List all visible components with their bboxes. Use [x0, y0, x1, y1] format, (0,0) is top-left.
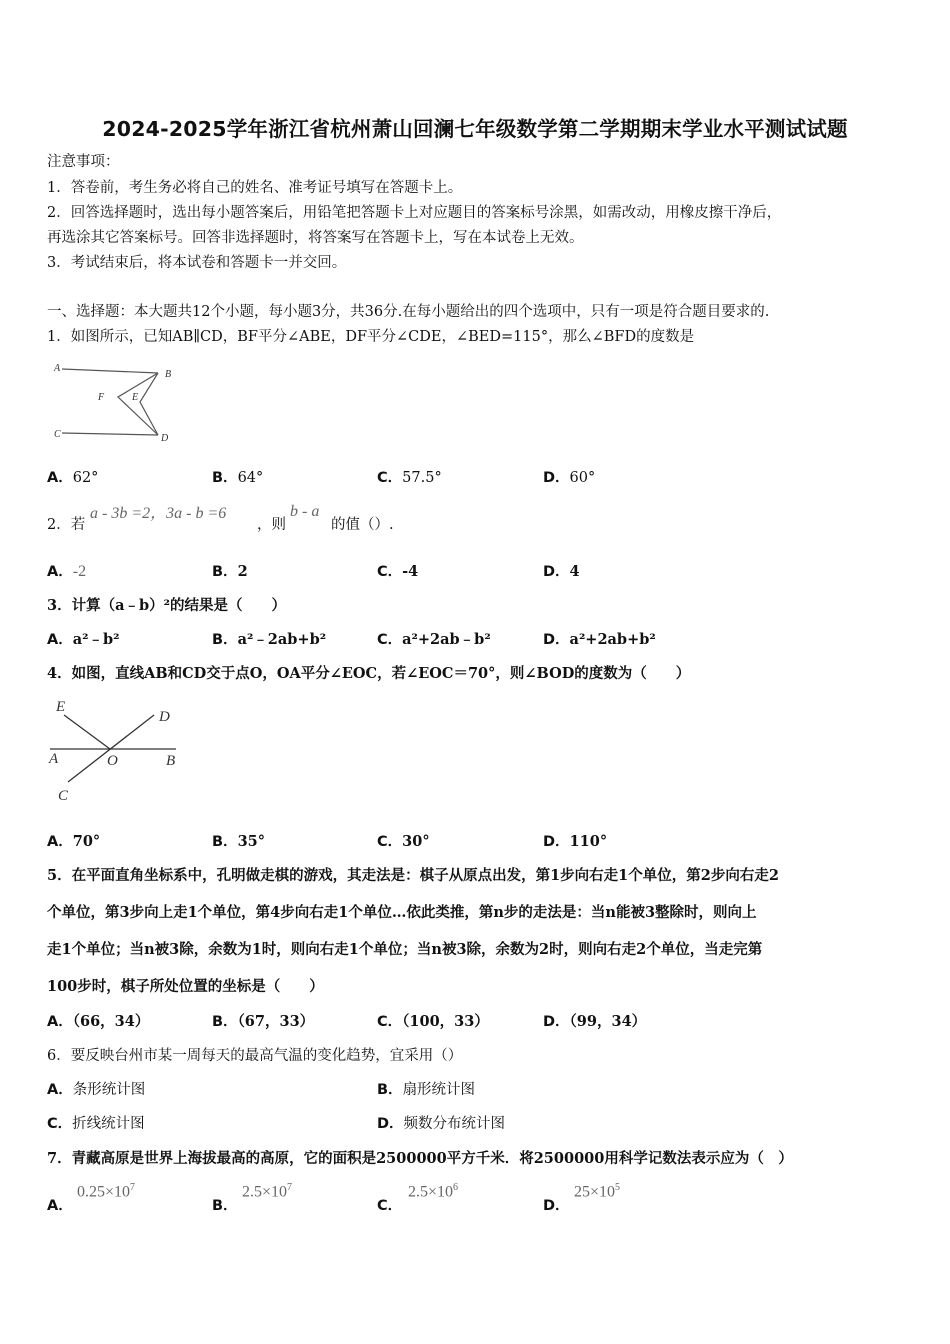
q6-option-d[interactable]: D．频数分布统计图 — [377, 1116, 506, 1132]
fig4-label-o: O — [107, 753, 118, 769]
question-7-text: 7．青藏高原是世界上海拔最高的高原，它的面积是2500000平方千米．将2500000用科学记数法表示应为（ ） — [47, 1150, 793, 1167]
q7-option-c-label[interactable]: C． — [377, 1198, 403, 1214]
q3-option-b[interactable]: B．a²﹣2ab+b² — [212, 631, 327, 648]
notice-heading: 注意事项： — [47, 154, 120, 170]
question-5-line-3: 走1个单位；当n被3除，余数为1时，则向右走1个单位；当n被3除，余数为2时，则向右走2个单位，当走完第 — [47, 941, 763, 958]
q7-option-b-value: $2.5\times 10^7$ — [242, 1182, 293, 1201]
question-1-figure — [50, 360, 180, 450]
question-3-text: 3．计算（a﹣b）²的结果是（ ） — [47, 597, 286, 614]
fig1-label-f: F — [98, 392, 105, 403]
q2-option-c[interactable]: C．-4 — [377, 563, 419, 580]
q7-option-d-label[interactable]: D． — [543, 1198, 570, 1214]
q3-option-c[interactable]: C．a²+2ab﹣b² — [377, 631, 491, 648]
fig1-label-a: A — [54, 363, 61, 374]
question-2-expression: b - a — [290, 503, 320, 520]
q5-option-d[interactable]: D．（99，34） — [543, 1013, 647, 1030]
q1-option-b[interactable]: B．64° — [212, 470, 264, 486]
question-5-line-4: 100步时，棋子所处位置的坐标是（ ） — [47, 978, 324, 995]
section-heading: 一、选择题：本大题共12个小题，每小题3分，共36分.在每小题给出的四个选项中，只有一项是符合题目要求的. — [47, 304, 770, 320]
notice-item-2: 2．回答选择题时，选出每小题答案后，用铅笔把答题卡上对应题目的答案标号涂黑，如需改动，用橡皮擦干净后， — [47, 205, 782, 221]
fig1-label-d: D — [161, 433, 169, 444]
q2-option-b[interactable]: B．2 — [212, 563, 248, 580]
question-2-prefix: 2．若 — [47, 517, 86, 533]
question-5-line-1: 5．在平面直角坐标系中，孔明做走棋的游戏，其走法是：棋子从原点出发，第1步向右走1个单位，第2步向右走2 — [47, 867, 779, 884]
fig4-label-b: B — [166, 753, 176, 769]
q2-option-a[interactable]: A．-2 — [47, 563, 87, 580]
question-2-suffix: 的值（）. — [331, 517, 394, 533]
q4-option-c[interactable]: C．30° — [377, 833, 430, 850]
fig4-label-e: E — [56, 699, 66, 715]
q2-option-d[interactable]: D．4 — [543, 563, 580, 580]
question-4-figure — [46, 695, 186, 807]
q7-option-a-value: $0.25\times 10^7$ — [77, 1182, 136, 1201]
notice-item-2-cont: 再选涂其它答案标号。回答非选择题时，将答案写在答题卡上，写在本试卷上无效。 — [47, 230, 584, 246]
q6-option-a[interactable]: A．条形统计图 — [47, 1082, 146, 1098]
q6-option-c[interactable]: C．折线统计图 — [47, 1116, 145, 1132]
q7-option-a-label[interactable]: A． — [47, 1198, 73, 1214]
q1-option-d[interactable]: D．60° — [543, 470, 596, 486]
question-6-text: 6．要反映台州市某一周每天的最高气温的变化趋势，宜采用（） — [47, 1048, 463, 1064]
q4-option-a[interactable]: A．70° — [47, 833, 101, 850]
question-2-condition: a - 3b =2，3a - b =6 — [90, 505, 227, 522]
fig4-label-c: C — [58, 788, 69, 804]
fig1-label-c: C — [54, 429, 61, 440]
q1-option-c[interactable]: C．57.5° — [377, 470, 442, 486]
q6-option-b[interactable]: B．扇形统计图 — [377, 1082, 476, 1098]
question-4-text: 4．如图，直线AB和CD交于点O，OA平分∠EOC，若∠EOC＝70°，则∠BOD的度数为（ ） — [47, 665, 691, 682]
q7-option-c-value: $2.5\times 10^6$ — [408, 1182, 459, 1201]
q5-option-c[interactable]: C．（100，33） — [377, 1013, 489, 1030]
q4-option-d[interactable]: D．110° — [543, 833, 608, 850]
q5-option-b[interactable]: B．（67，33） — [212, 1013, 315, 1030]
notice-item-3: 3．考试结束后，将本试卷和答题卡一并交回。 — [47, 255, 347, 271]
fig4-label-a: A — [49, 751, 59, 767]
fig1-label-b: B — [165, 369, 172, 380]
question-5-line-2: 个单位，第3步向上走1个单位，第4步向右走1个单位…依此类推，第n步的走法是：当n能被3整除时，则向上 — [47, 904, 757, 921]
q7-option-b-label[interactable]: B． — [212, 1198, 238, 1214]
q4-option-b[interactable]: B．35° — [212, 833, 265, 850]
q1-option-a[interactable]: A．62° — [47, 470, 99, 486]
question-1-text: 1．如图所示，已知AB∥CD，BF平分∠ABE，DF平分∠CDE，∠BED=115°，那么∠BFD的度数是 — [47, 329, 695, 345]
fig4-label-d: D — [159, 709, 170, 725]
fig1-label-e: E — [132, 392, 139, 403]
page-title: 2024-2025学年浙江省杭州萧山回澜七年级数学第二学期期末学业水平测试试题 — [102, 117, 848, 141]
q3-option-d[interactable]: D．a²+2ab+b² — [543, 631, 656, 648]
notice-item-1: 1．答卷前，考生务必将自己的姓名、准考证号填写在答题卡上。 — [47, 180, 463, 196]
question-2-mid: ，则 — [257, 517, 286, 533]
q7-option-d-value: $25\times 10^5$ — [574, 1182, 621, 1201]
q5-option-a[interactable]: A．（66，34） — [47, 1013, 150, 1030]
q3-option-a[interactable]: A．a²﹣b² — [47, 631, 120, 648]
